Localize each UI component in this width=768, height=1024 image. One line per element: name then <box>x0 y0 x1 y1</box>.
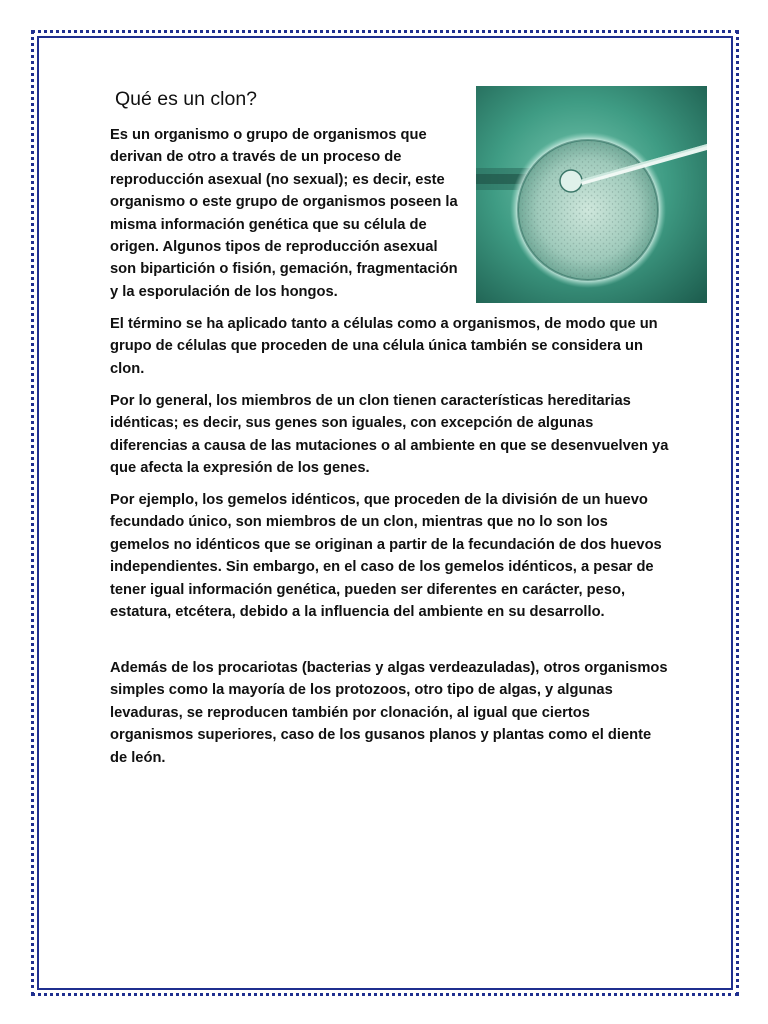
paragraph-definition: Es un organismo o grupo de organismos que derivan de otro a través de un proceso de reproducción asexual (no sexual); es decir, este organismo o este grupo de organismos poseen la misma información genética que su célula de origen. Algunos tipos de reproducción asexual son bipartición o fisión, gemación, fragmentación y la esporulación de los hongos. <box>110 127 458 300</box>
paragraph-organisms: Además de los procariotas (bacterias y algas verdeazuladas), otros organismos simples como la mayoría de los protozoos, otro tipo de algas, y algunas levaduras, se reproducen también por clonación, al igual que ciertos organismos superiores, caso de los gusanos planos y plantas como el diente de león. <box>110 660 668 766</box>
paragraph-term: El término se ha aplicado tanto a células como a organismos, de modo que un grupo de células que proceden de una célula única también se considera un clon. <box>110 316 658 377</box>
paragraph-twins-example: Por ejemplo, los gemelos idénticos, que proceden de la división de un huevo fecundado único, son miembros de un clon, mientras que no lo son los gemelos no idénticos que se originan a partir de la fecundación de dos huevos independientes. Sin embargo, en el caso de los gemelos idénticos, a pesar de tener igual información genética, pueden ser diferentes en carácter, peso, estatura, etcétera, debido a la influencia del ambiente en su desarrollo. <box>110 492 662 621</box>
cell-microinjection-photo <box>476 86 707 303</box>
paragraph-characteristics: Por lo general, los miembros de un clon tienen características hereditarias idénticas; es decir, sus genes son iguales, con excepción de algunas diferencias a causa de las mutaciones o al ambiente en que se desenvuelven ya que afecta la expresión de los genes. <box>110 393 669 477</box>
page-title: Qué es un clon? <box>115 88 258 110</box>
